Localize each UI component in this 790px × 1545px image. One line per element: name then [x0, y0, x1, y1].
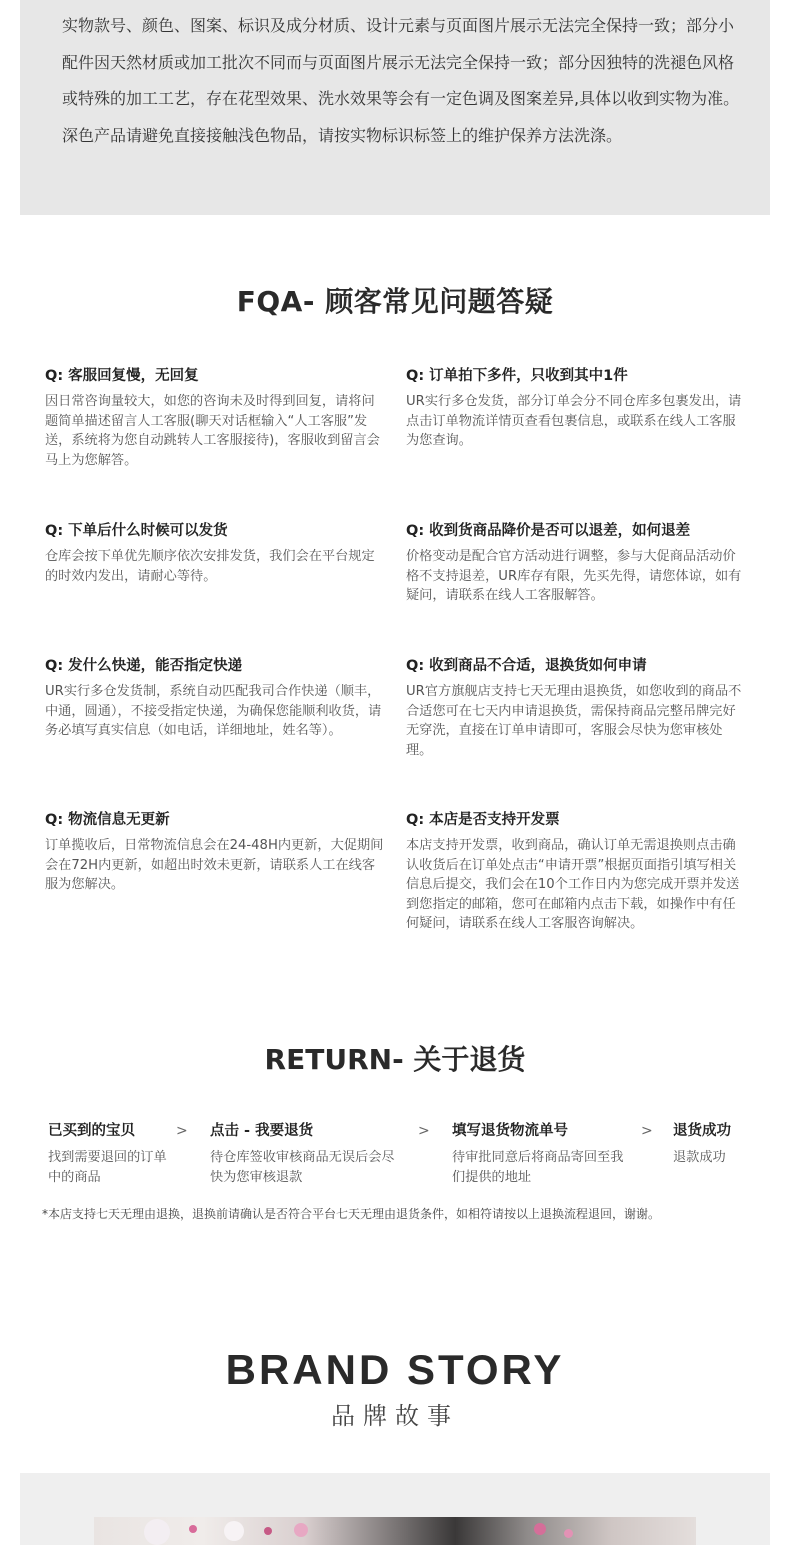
faq-answer: UR官方旗舰店支持七天无理由退换货，如您收到的商品不合适您可在七天内申请退换货，需保持商品完整吊牌完好无穿洗，直接在订单申请即可，客服会尽快为您审核处理。 — [406, 684, 742, 758]
product-notice-text: 实物款号、颜色、图案、标识及成分材质、设计元素与页面图片展示无法完全保持一致；部分小配件因天然材质或加工批次不同而与页面图片展示无法完全保持一致；部分因独特的洗褪色风格或特殊的加工工艺，存在花型效果、洗水效果等会有一定色调及图案差异,具体以收到实物为准。深色产品请避免直接接触浅色物品，请按实物标识标签上的维护保养方法洗涤。 — [62, 16, 740, 145]
return-step-desc: 退款成功 — [673, 1150, 726, 1165]
return-step-title: 填写退货物流单号 — [452, 1123, 568, 1139]
faq-question: Q: 本店是否支持开发票 — [406, 812, 560, 828]
faq-question: Q: 收到商品不合适，退换货如何申请 — [406, 658, 647, 674]
brand-story-photo — [94, 1517, 696, 1545]
flower-decoration — [144, 1519, 170, 1545]
faq-question: Q: 发什么快递，能否指定快递 — [45, 658, 243, 674]
faq-item — [45, 366, 385, 470]
faq-question: Q: 收到货商品降价是否可以退差，如何退差 — [406, 523, 691, 539]
faq-item — [406, 656, 746, 760]
faq-answer: 订单揽收后，日常物流信息会在24-48H内更新，大促期间会在72H内更新，如超出时效未更新，请联系人工在线客服为您解决。 — [45, 838, 384, 893]
brand-story-panel — [20, 1473, 770, 1545]
faq-item — [45, 810, 385, 895]
return-step-title: 已买到的宝贝 — [48, 1123, 135, 1139]
faq-item — [406, 366, 746, 451]
faq-answer: 因日常咨询量较大，如您的咨询未及时得到回复，请将问题简单描述留言人工客服(聊天对话框输入“人工客服”发送，系统将为您自动跳转人工客服接待)，客服收到留言会马上为您解答。 — [45, 394, 380, 468]
return-step-desc: 待仓库签收审核商品无误后会尽快为您审核退款 — [210, 1150, 395, 1185]
return-section-title: RETURN- 关于退货 — [264, 1043, 526, 1076]
faq-item — [406, 521, 746, 606]
faq-question: Q: 客服回复慢，无回复 — [45, 368, 199, 384]
return-step — [48, 1120, 178, 1187]
faq-question: Q: 订单拍下多件，只收到其中1件 — [406, 368, 628, 384]
return-step — [210, 1120, 400, 1187]
return-footnote: *本店支持七天无理由退换，退换前请确认是否符合平台七天无理由退货条件，如相符请按以上退换流程退回，谢谢。 — [42, 1207, 661, 1221]
faq-item — [406, 810, 746, 934]
faq-answer: UR实行多仓发货，部分订单会分不同仓库多包裹发出，请点击订单物流详情页查看包裹信息，或联系在线人工客服为您查询。 — [406, 394, 742, 449]
flower-decoration — [224, 1521, 244, 1541]
faq-section-title: FQA- 顾客常见问题答疑 — [236, 285, 554, 318]
faq-question: Q: 物流信息无更新 — [45, 812, 170, 828]
faq-answer: UR实行多仓发货制，系统自动匹配我司合作快递（顺丰，中通，圆通），不接受指定快递，为确保您能顺利收货，请务必填写真实信息（如电话，详细地址，姓名等）。 — [45, 684, 382, 739]
product-notice-box — [20, 0, 770, 215]
flower-decoration — [189, 1525, 197, 1533]
flower-decoration — [534, 1523, 546, 1535]
brand-story-subtitle: 品牌故事 — [331, 1402, 459, 1430]
brand-story-title: BRAND STORY — [225, 1346, 565, 1393]
faq-answer: 本店支持开发票，收到商品，确认订单无需退换则点击确认收货后在订单处点击“申请开票”根据页面指引填写相关信息后提交，我们会在10个工作日内为您完成开票并发送到您指定的邮箱，您可在邮箱内点击下载，如操作中有任何疑问，请联系在线人工客服咨询解决。 — [406, 838, 740, 932]
faq-item — [45, 521, 385, 586]
faq-question: Q: 下单后什么时候可以发货 — [45, 523, 228, 539]
faq-item — [45, 656, 385, 741]
return-step-desc: 找到需要退回的订单中的商品 — [48, 1150, 167, 1185]
faq-answer: 仓库会按下单优先顺序依次安排发货，我们会在平台规定的时效内发出，请耐心等待。 — [45, 549, 375, 584]
return-step — [673, 1120, 773, 1168]
return-step-title: 点击 - 我要退货 — [210, 1123, 314, 1139]
faq-answer: 价格变动是配合官方活动进行调整，参与大促商品活动价格不支持退差，UR库存有限，先买先得，请您体谅，如有疑问，请联系在线人工客服解答。 — [406, 549, 742, 604]
flower-decoration — [564, 1529, 573, 1538]
step-arrow-icon: > — [176, 1123, 188, 1139]
return-step — [452, 1120, 632, 1187]
return-step-desc: 待审批同意后将商品寄回至我们提供的地址 — [452, 1150, 624, 1185]
flower-decoration — [294, 1523, 308, 1537]
return-step-title: 退货成功 — [673, 1123, 731, 1139]
flower-decoration — [264, 1527, 272, 1535]
step-arrow-icon: > — [418, 1123, 430, 1139]
step-arrow-icon: > — [641, 1123, 653, 1139]
